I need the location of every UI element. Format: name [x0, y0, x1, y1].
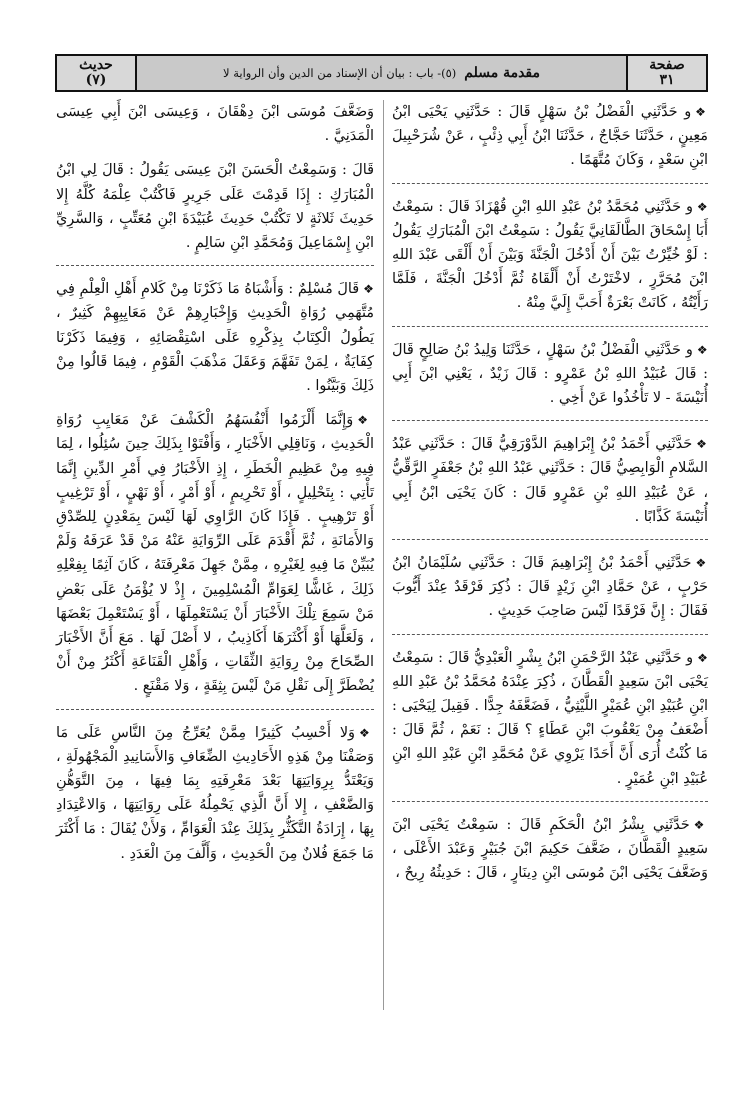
- diamond-marker: ❖: [363, 282, 374, 297]
- paragraph: ❖قَالَ مُسْلِمٌ : وَأَشْبَاهُ مَا ذَكَرْنَا مِنْ كَلامِ أَهْلِ الْعِلْمِ فِي مُتَّهَمِي رُوَاةِ الْحَدِيثِ وَإِخْبَارِهِمْ عَنْ مَعَايِبِهِمْ كَثِيرٌ ، يَطُولُ الْكِتَابُ بِذِكْرِهِ عَلَى اسْتِقْصَائِهِ ، وَفِيمَا ذَكَرْنَا كِفَايَةٌ ، لِمَنْ تَفَهَّمَ وَعَقَلَ مَذْهَبَ الْقَوْمِ ، فِيمَا قَالُوا مِنْ ذَلِكَ وَبَيَّنُوا .: [56, 281, 374, 395]
- diamond-marker: ❖: [697, 650, 708, 665]
- paragraph: ❖حَدَّثَنِي بِشْرُ ابْنُ الْحَكَمِ قَالَ : سَمِعْتُ يَحْيَى ابْنَ سَعِيدٍ الْقَطَّانَ ، ضَعَّفَ حَكِيمَ ابْنَ جُبَيْرٍ وَعَبْدَ الأَعْلَى ، وَضَعَّفَ يَحْيَى ابْنَ مُوسَى ابْنِ دِينَارٍ ، قَالَ : حَدِيثُهُ رِيحٌ ،: [392, 816, 708, 882]
- page-label: صفحة: [649, 57, 685, 73]
- diamond-marker: ❖: [696, 199, 708, 214]
- hadith-label: حديث: [79, 57, 113, 73]
- dashed-separator: [392, 183, 708, 184]
- left-text-column: [56, 100, 374, 876]
- paragraph: وَضَعَّفَ مُوسَى ابْنَ دِهْقَانَ ، وَعِيسَى ابْنَ أَبِي عِيسَى الْمَدَنِيَّ .: [56, 104, 374, 145]
- dashed-separator: [56, 265, 374, 266]
- paragraph: ❖و حَدَّثَنِي الْفَضْلُ بْنُ سَهْلٍ قَالَ : حَدَّثَنِي يَحْيَى ابْنُ مَعِينٍ ، حَدَّثَنَا حَجَّاجٌ ، حَدَّثَنَا ابْنُ أَبِي ذِئْبٍ ، عَنْ شُرَحْبِيلَ ابْنِ سَعْدٍ ، وَكَانَ مُتَّهَمًا .: [392, 104, 708, 169]
- dashed-separator: [392, 634, 708, 635]
- paragraph: ❖و حَدَّثَنِي الْفَضْلُ بْنُ سَهْلٍ ، حَدَّثَنَا وَلِيدُ بْنُ صَالِحٍ قَالَ : قَالَ عُبَيْدُ اللهِ بْنُ عَمْرٍو : قَالَ زَيْدٌ ، يَعْنِي ابْنَ أَبِي أُنَيْسَةَ - لا تَأْخُذُوا عَنْ أَخِي .: [392, 341, 708, 407]
- right-text-column: [392, 100, 708, 895]
- book-title: مقدمة مسلم: [464, 65, 541, 81]
- diamond-marker: ❖: [358, 725, 374, 740]
- paragraph: ❖حَدَّثَنِي أَحْمَدُ بْنُ إِبْرَاهِيمَ الدَّوْرَقِيُّ قَالَ : حَدَّثَنِي عَبْدُ السَّلامِ الْوَابِصِيُّ قَالَ : حَدَّثَنِي عَبْدُ اللهِ بْنُ جَعْفَرٍ الرَّقِّيُّ ، عَنْ عُبَيْدِ اللهِ بْنِ عَمْرٍو قَالَ : كَانَ يَحْيَى ابْنُ أَبِي أُنَيْسَةَ كَذَّابًا .: [392, 436, 708, 525]
- dashed-separator: [392, 539, 708, 540]
- hadith-number: (٧): [85, 72, 107, 88]
- paragraph: ❖و حَدَّثَنِي مُحَمَّدُ بْنُ عَبْدِ اللهِ ابْنِ قُهْزَاذَ قَالَ : سَمِعْتُ أَبَا إِسْحَاقَ الطَّالَقَانِيَّ يَقُولُ : سَمِعْتُ ابْنَ الْمُبَارَكِ يَقُولُ : لَوْ خُيِّرْتُ بَيْنَ أَنْ أَدْخُلَ الْجَنَّةَ وَبَيْنَ أَنْ أَلْقَى عَبْدَ اللهِ ابْنَ مُحَرَّرٍ ، لاخْتَرْتُ أَنْ أَلْقَاهُ ثُمَّ أَدْخُلَ الْجَنَّةَ ، فَلَمَّا رَأَيْتُهُ ، كَانَتْ بَعْرَةٌ أَحَبَّ إِلَيَّ مِنْهُ .: [392, 198, 708, 312]
- diamond-marker: ❖: [696, 342, 708, 357]
- diamond-marker: ❖: [357, 413, 374, 428]
- page-header: [55, 54, 708, 92]
- hadith-number-box: [57, 56, 137, 90]
- paragraph: قَالَ : وَسَمِعْتُ الْحَسَنَ ابْنَ عِيسَى يَقُولُ : قَالَ لِي ابْنُ الْمُبَارَكِ : إِذَا قَدِمْتَ عَلَى جَرِيرٍ فَاكْتُبْ عِلْمَهُ كُلَّهُ إِلا حَدِيثَ ثَلاثَةٍ لا تَكْتُبْ حَدِيثَ عُبَيْدَةَ ابْنِ مُعَتِّبٍ ، وَالسَّرِيِّ ابْنِ إِسْمَاعِيلَ وَمُحَمَّدِ ابْنِ سَالِمٍ .: [56, 162, 374, 252]
- diamond-marker: ❖: [696, 437, 708, 452]
- header-title-bar: [137, 56, 626, 90]
- diamond-marker: ❖: [693, 817, 708, 832]
- page-number-box: [626, 56, 706, 90]
- diamond-marker: ❖: [695, 105, 708, 119]
- diamond-marker: ❖: [695, 556, 708, 571]
- chapter-title: (٥)- باب : بيان أن الإسناد من الدين وأن الرواية لا: [222, 66, 457, 80]
- column-divider: [383, 100, 384, 1010]
- dashed-separator: [392, 326, 708, 327]
- paragraph: ❖حَدَّثَنِي أَحْمَدُ بْنُ إِبْرَاهِيمَ قَالَ : حَدَّثَنِي سُلَيْمَانُ ابْنُ حَرْبٍ ، عَنْ حَمَّادِ ابْنِ زَيْدٍ قَالَ : ذُكِرَ فَرْقَدٌ عِنْدَ أَيُّوبَ فَقَالَ : إِنَّ فَرْقَدًا لَيْسَ صَاحِبَ حَدِيثٍ .: [392, 555, 708, 620]
- dashed-separator: [392, 801, 708, 802]
- paragraph: ❖و حَدَّثَنِي عَبْدُ الرَّحْمَنِ ابْنُ بِشْرٍ الْعَبْدِيُّ قَالَ : سَمِعْتُ يَحْيَى ابْنَ سَعِيدٍ الْقَطَّانَ ، ذُكِرَ عِنْدَهُ مُحَمَّدُ بْنُ عَبْدِ اللهِ ابْنِ عُبَيْدِ ابْنِ عُمَيْرٍ اللَّيْثِيُّ ، فَضَعَّفَهُ جِدًّا . فَقِيلَ لِيَحْيَى : أَضْعَفُ مِنْ يَعْقُوبَ ابْنِ عَطَاءٍ ؟ قَالَ : نَعَمْ ، ثُمَّ قَالَ : مَا كُنْتُ أُرَى أَنَّ أَحَدًا يَرْوِي عَنْ مُحَمَّدِ ابْنِ عَبْدِ اللهِ ابْنِ عُبَيْدِ ابْنِ عُمَيْرٍ .: [392, 649, 708, 787]
- dashed-separator: [56, 709, 374, 710]
- page-number: ٣١: [659, 72, 675, 88]
- dashed-separator: [392, 420, 708, 421]
- paragraph: ❖وَإِنَّمَا أَلْزَمُوا أَنْفُسَهُمُ الْكَشْفَ عَنْ مَعَايِبِ رُوَاةِ الْحَدِيثِ ، وَنَاقِلِي الأَخْبَارِ ، وَأَفْتَوْا بِذَلِكَ حِينَ سُئِلُوا ، لِمَا فِيهِ مِنْ عَظِيمِ الْخَطَرِ ، إِذِ الأَخْبَارُ فِي أَمْرِ الدِّينِ إِنَّمَا تَأْتِي : بِتَحْلِيلٍ ، أَوْ تَحْرِيمٍ ، أَوْ أَمْرٍ ، أَوْ نَهْيٍ ، أَوْ تَرْغِيبٍ أَوْ تَرْهِيبٍ . فَإِذَا كَانَ الرَّاوِي لَهَا لَيْسَ بِمَعْدِنٍ لِلصِّدْقِ وَالأَمَانَةِ ، ثُمَّ أَقْدَمَ عَلَى الرِّوَايَةِ عَنْهُ مَنْ قَدْ عَرَفَهُ وَلَمْ يُبَيِّنْ مَا فِيهِ لِغَيْرِهِ ، مِمَّنْ جَهِلَ مَعْرِفَتَهُ ، كَانَ آثِمًا بِفِعْلِهِ ذَلِكَ ، غَاشًّا لِعَوَامِّ الْمُسْلِمِينَ ، إِذْ لا يُؤْمَنُ عَلَى بَعْضِ مَنْ سَمِعَ تِلْكَ الأَخْبَارَ أَنْ يَسْتَعْمِلَهَا ، أَوْ يَسْتَعْمِلَ بَعْضَهَا ، وَلَعَلَّهَا أَوْ أَكْثَرَهَا أَكَاذِيبُ ، لا أَصْلَ لَهَا . مَعَ أَنَّ الأَخْبَارَ الصِّحَاحَ مِنْ رِوَايَةِ الثِّقَاتِ ، وَأَهْلِ الْقَنَاعَةِ أَكْثَرُ مِنْ أَنْ يُضْطَرَّ إِلَى نَقْلِ مَنْ لَيْسَ بِثِقَةٍ ، وَلا مَقْنَعٍ .: [56, 412, 374, 695]
- paragraph: ❖وَلا أَحْسِبُ كَثِيرًا مِمَّنْ يُعَرِّجُ مِنَ النَّاسِ عَلَى مَا وَصَفْنَا مِنْ هَذِهِ الأَحَادِيثِ الضِّعَافِ وَالأَسَانِيدِ الْمَجْهُولَةِ ، وَيَعْتَدُّ بِرِوَايَتِهَا بَعْدَ مَعْرِفَتِهِ بِمَا فِيهَا ، مِنَ التَّوَهُّنِ وَالضَّعْفِ ، إِلا أَنَّ الَّذِي يَحْمِلُهُ عَلَى رِوَايَتِهَا ، وَالاعْتِدَادِ بِهَا ، إِرَادَةُ التَّكَثُّرِ بِذَلِكَ عِنْدَ الْعَوَامِّ ، وَلأَنْ يُقَالَ : مَا أَكْثَرَ مَا جَمَعَ فُلانٌ مِنَ الْحَدِيثِ ، وَأَلَّفَ مِنَ الْعَدَدِ .: [56, 724, 374, 862]
